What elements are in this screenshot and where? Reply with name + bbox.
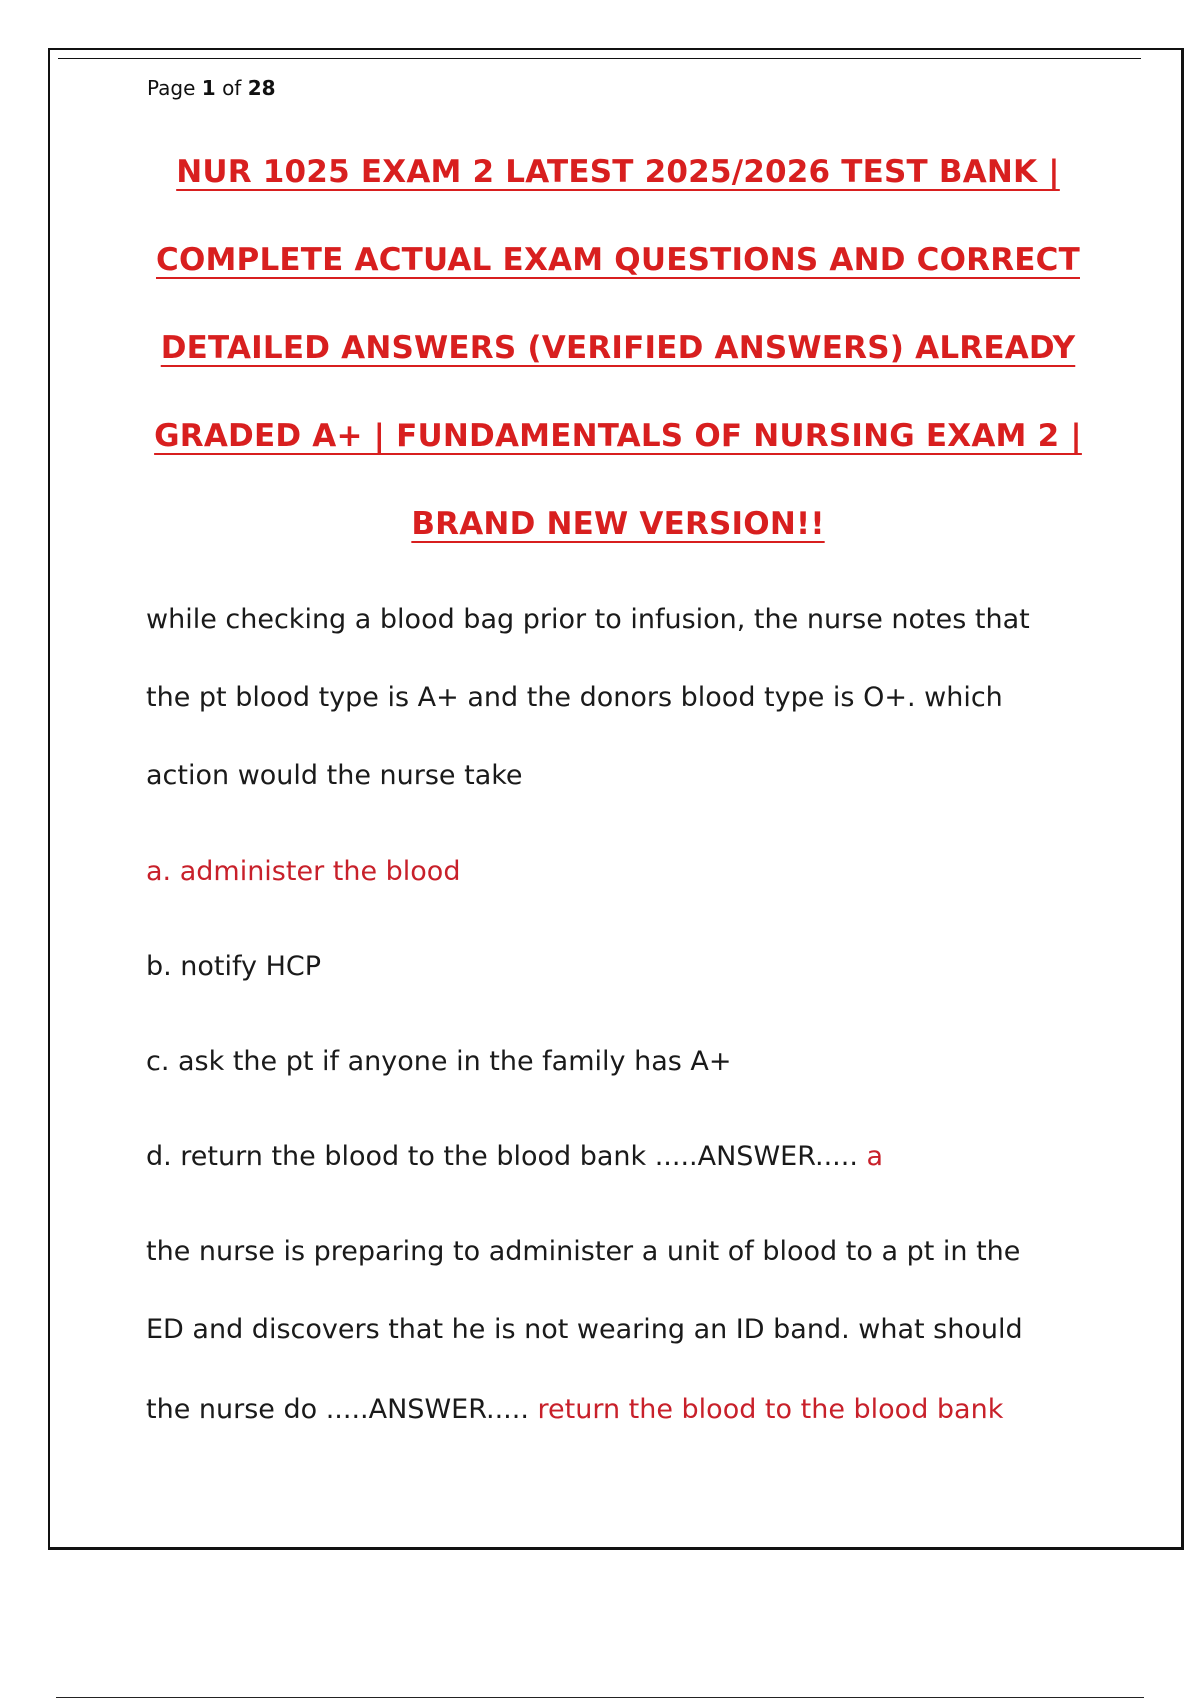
page-total: 28 [247, 76, 276, 100]
title-line: GRADED A+ | FUNDAMENTALS OF NURSING EXAM 2 | [154, 418, 1082, 454]
title-line: DETAILED ANSWERS (VERIFIED ANSWERS) ALREADY [160, 330, 1076, 366]
question2-line3 [146, 1394, 1146, 1425]
option-b: b. notify HCP [146, 951, 322, 982]
next-page-rule [56, 1697, 1144, 1698]
question2-line1: the nurse is preparing to administer a unit of blood to a pt in the [146, 1236, 1021, 1267]
option-d [146, 1141, 1146, 1172]
question2-line2: ED and discovers that he is not wearing an ID band. what should [146, 1314, 1023, 1345]
title-line: NUR 1025 EXAM 2 LATEST 2025/2026 TEST BANK | [176, 154, 1060, 190]
question1-line3: action would the nurse take [146, 760, 523, 791]
question2-line3-text: the nurse do .....ANSWER..... [146, 1394, 529, 1425]
page-of: of [222, 76, 242, 100]
question1-line1: while checking a blood bag prior to infusion, the nurse notes that [146, 604, 1030, 635]
option-c: c. ask the pt if anyone in the family has A+ [146, 1046, 732, 1077]
question1-line2: the pt blood type is A+ and the donors blood type is O+. which [146, 682, 1003, 713]
title-line: BRAND NEW VERSION!! [411, 506, 825, 542]
title-line: COMPLETE ACTUAL EXAM QUESTIONS AND CORRECT [156, 242, 1080, 278]
option-d-text: d. return the blood to the blood bank .....ANSWER..... [146, 1141, 858, 1172]
page-frame [48, 48, 1184, 1550]
top-rule [58, 58, 1141, 59]
document-title [80, 128, 1156, 568]
question1-answer: a [866, 1141, 884, 1172]
page-current: 1 [201, 76, 216, 100]
option-a: a. administer the blood [146, 856, 461, 887]
page-label: Page [147, 76, 196, 100]
question2-answer: return the blood to the blood bank [537, 1394, 1004, 1425]
page-indicator [147, 76, 276, 100]
